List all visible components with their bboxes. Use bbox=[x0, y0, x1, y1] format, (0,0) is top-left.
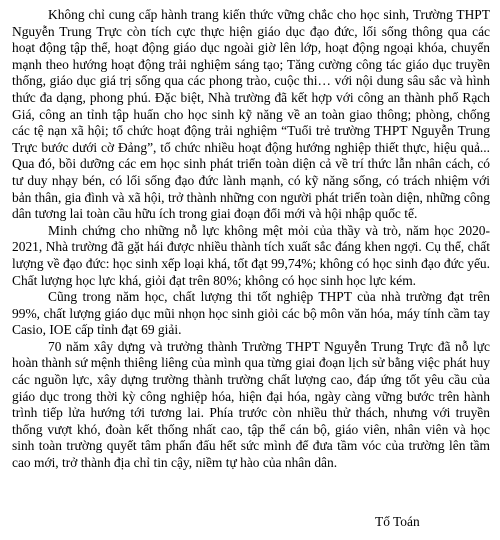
paragraph-achievements: Minh chứng cho những nỗ lực không mệt mỏi của thầy và trò, năm học 2020-2021, Nhà trường đã gặt hái được nhiều thành tích xuất sắc đáng khen ngợi. Cụ thể, chất lượng về đạo đức: học sinh xếp loại khá, tốt đạt 99,74%; không có học sinh đạo đức yếu. Chất lượng học lực khá, giỏi đạt trên 80%; không có học sinh học lực kém. bbox=[12, 222, 490, 288]
paragraph-values-education: Không chỉ cung cấp hành trang kiến thức vững chắc cho học sinh, Trường THPT Nguyễn Trung Trực còn tích cực thực hiện giáo dục đạo đức, lối sống thông qua các hoạt động tập thể, hoạt động giáo dục ngoài giờ lên lớp, hoạt động ngoại khóa, chuyển mạnh theo hướng hoạt động trải nghiệm sáng tạo; Tăng cường công tác giáo dục truyền thống, giáo dục giá trị sống qua các phong trào, cuộc thi… với nội dung sâu sắc và hình thức đa dạng, phong phú. Đặc biệt, Nhà trường đã kết hợp với công an thành phố Rạch Giá, công an tỉnh tập huấn cho học sinh kỹ năng về an toàn giao thông; phòng, chống các tệ nạn xã hội; tổ chức hoạt động trải nghiệm “Tuổi trẻ trường THPT Nguyễn Trung Trực bước dưới cờ Đảng”, tổ chức nhiều hoạt động hướng nghiệp thiết thực, hiệu quả... Qua đó, bồi dưỡng các em học sinh phát triển toàn diện cả về trí thức lẫn nhân cách, có tư duy nhạy bén, có lối sống đạo đức lành mạnh, có kỹ năng sống, có trách nhiệm với bản thân, gia đình và xã hội, trở thành những con người phát triển toàn diện, những công dân tương lai toàn cầu hữu ích trong giai đoạn đổi mới và hội nhập quốc tế. bbox=[12, 7, 490, 222]
paragraph-anniversary: 70 năm xây dựng và trưởng thành Trường THPT Nguyễn Trung Trực đã nỗ lực hoàn thành sứ mệnh thiêng liêng của mình qua từng giai đoạn lịch sử bằng việc phát huy các nguồn lực, xây dựng trường thành trường chất lượng cao, đáp ứng tốt yêu cầu của giáo dục trong thời kỳ công nghiệp hóa, hiện đại hóa, ngày càng vững bước trên hành trình tiếp lửa hướng tới tương lai. Phía trước còn nhiều thử thách, nhưng với truyền thống vượt khó, đoàn kết thống nhất cao, tập thể cán bộ, giáo viên, nhân viên và học sinh toàn trường quyết tâm phấn đấu hết sức mình để đưa tầm vóc của trường lên tầm cao mới, trở thành địa chỉ tin cậy, niềm tự hào của nhân dân. bbox=[12, 338, 490, 471]
author-signature: Tố Toán bbox=[375, 514, 420, 529]
paragraph-exam-results: Cũng trong năm học, chất lượng thi tốt nghiệp THPT của nhà trường đạt trên 99%, chất lượng giáo dục mũi nhọn học sinh giỏi các bộ môn văn hóa, máy tính cầm tay Casio, IOE cấp tỉnh đạt 69 giải. bbox=[12, 289, 490, 338]
